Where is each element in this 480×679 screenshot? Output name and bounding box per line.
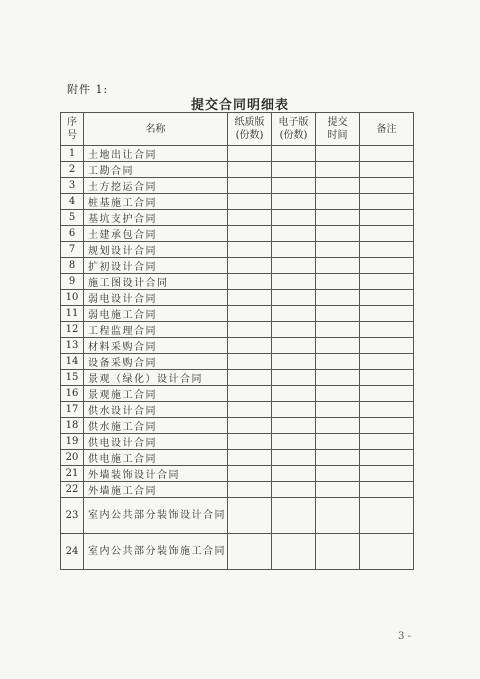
contract-name: 室内公共部分装饰设计合同 (84, 498, 228, 534)
electronic-cell (272, 290, 316, 306)
paper-cell (228, 162, 272, 178)
row-number: 16 (61, 386, 84, 402)
submit-time-cell (316, 306, 360, 322)
submit-time-cell (316, 290, 360, 306)
remarks-cell (360, 306, 414, 322)
contract-name: 土方挖运合同 (84, 178, 228, 194)
contract-table (60, 112, 414, 570)
electronic-cell (272, 322, 316, 338)
electronic-cell (272, 402, 316, 418)
remarks-cell (360, 146, 414, 162)
paper-cell (228, 178, 272, 194)
header-electronic: 电子版 (份数) (272, 113, 316, 146)
table-row (61, 418, 414, 434)
paper-cell (228, 274, 272, 290)
submit-time-cell (316, 162, 360, 178)
remarks-cell (360, 178, 414, 194)
submit-time-cell (316, 178, 360, 194)
table-row (61, 534, 414, 570)
electronic-cell (272, 258, 316, 274)
contract-name: 施工图设计合同 (84, 274, 228, 290)
electronic-cell (272, 534, 316, 570)
submit-time-cell (316, 274, 360, 290)
table-row (61, 146, 414, 162)
submit-time-cell (316, 534, 360, 570)
table-row (61, 402, 414, 418)
row-number: 14 (61, 354, 84, 370)
row-number: 10 (61, 290, 84, 306)
submit-time-cell (316, 482, 360, 498)
row-number: 19 (61, 434, 84, 450)
table-row (61, 370, 414, 386)
table-row (61, 162, 414, 178)
submit-time-cell (316, 386, 360, 402)
row-number: 2 (61, 162, 84, 178)
row-number: 1 (61, 146, 84, 162)
page-title: 提交合同明细表 (190, 98, 289, 113)
table-row (61, 194, 414, 210)
contract-name: 供电设计合同 (84, 434, 228, 450)
contract-name: 弱电施工合同 (84, 306, 228, 322)
table-row (61, 210, 414, 226)
paper-cell (228, 386, 272, 402)
submit-time-cell (316, 258, 360, 274)
row-number: 4 (61, 194, 84, 210)
table-row (61, 290, 414, 306)
table-row (61, 450, 414, 466)
table-row (61, 482, 414, 498)
electronic-cell (272, 338, 316, 354)
submit-time-cell (316, 434, 360, 450)
row-number: 21 (61, 466, 84, 482)
electronic-cell (272, 274, 316, 290)
remarks-cell (360, 402, 414, 418)
remarks-cell (360, 434, 414, 450)
paper-cell (228, 290, 272, 306)
electronic-cell (272, 162, 316, 178)
remarks-cell (360, 498, 414, 534)
row-number: 15 (61, 370, 84, 386)
paper-cell (228, 210, 272, 226)
contract-name: 供水设计合同 (84, 402, 228, 418)
contract-name: 供电施工合同 (84, 450, 228, 466)
paper-cell (228, 498, 272, 534)
contract-name: 基坑支护合同 (84, 210, 228, 226)
table-row (61, 258, 414, 274)
remarks-cell (360, 162, 414, 178)
contract-name: 设备采购合同 (84, 354, 228, 370)
paper-cell (228, 418, 272, 434)
page-number: 3 - (398, 631, 411, 642)
submit-time-cell (316, 498, 360, 534)
remarks-cell (360, 418, 414, 434)
submit-time-cell (316, 466, 360, 482)
paper-cell (228, 146, 272, 162)
paper-cell (228, 242, 272, 258)
electronic-cell (272, 370, 316, 386)
remarks-cell (360, 354, 414, 370)
remarks-cell (360, 290, 414, 306)
paper-cell (228, 402, 272, 418)
row-number: 8 (61, 258, 84, 274)
contract-name: 土地出让合同 (84, 146, 228, 162)
electronic-cell (272, 418, 316, 434)
submit-time-cell (316, 338, 360, 354)
contract-name: 规划设计合同 (84, 242, 228, 258)
row-number: 3 (61, 178, 84, 194)
remarks-cell (360, 534, 414, 570)
electronic-cell (272, 178, 316, 194)
electronic-cell (272, 242, 316, 258)
row-number: 17 (61, 402, 84, 418)
contract-name: 工勘合同 (84, 162, 228, 178)
row-number: 18 (61, 418, 84, 434)
electronic-cell (272, 498, 316, 534)
row-number: 20 (61, 450, 84, 466)
remarks-cell (360, 482, 414, 498)
electronic-cell (272, 482, 316, 498)
header-name: 名称 (84, 113, 228, 146)
header-remarks: 备注 (360, 113, 414, 146)
table-row (61, 306, 414, 322)
contract-name: 室内公共部分装饰施工合同 (84, 534, 228, 570)
submit-time-cell (316, 450, 360, 466)
row-number: 12 (61, 322, 84, 338)
paper-cell (228, 450, 272, 466)
electronic-cell (272, 450, 316, 466)
table-row (61, 498, 414, 534)
contract-name: 景观施工合同 (84, 386, 228, 402)
paper-cell (228, 322, 272, 338)
electronic-cell (272, 466, 316, 482)
table-row (61, 354, 414, 370)
table-header-row (61, 113, 414, 146)
remarks-cell (360, 274, 414, 290)
paper-cell (228, 370, 272, 386)
contract-name: 弱电设计合同 (84, 290, 228, 306)
row-number: 23 (61, 498, 84, 534)
electronic-cell (272, 354, 316, 370)
contract-name: 外墙施工合同 (84, 482, 228, 498)
submit-time-cell (316, 354, 360, 370)
submit-time-cell (316, 418, 360, 434)
paper-cell (228, 338, 272, 354)
contract-name: 景观（绿化）设计合同 (84, 370, 228, 386)
electronic-cell (272, 386, 316, 402)
submit-time-cell (316, 402, 360, 418)
remarks-cell (360, 242, 414, 258)
submit-time-cell (316, 226, 360, 242)
submit-time-cell (316, 146, 360, 162)
table-row (61, 242, 414, 258)
remarks-cell (360, 466, 414, 482)
submit-time-cell (316, 322, 360, 338)
row-number: 24 (61, 534, 84, 570)
electronic-cell (272, 210, 316, 226)
paper-cell (228, 258, 272, 274)
electronic-cell (272, 306, 316, 322)
row-number: 6 (61, 226, 84, 242)
table-row (61, 338, 414, 354)
submit-time-cell (316, 194, 360, 210)
attachment-label: 附件 1: (67, 83, 109, 96)
row-number: 9 (61, 274, 84, 290)
table-row (61, 178, 414, 194)
remarks-cell (360, 322, 414, 338)
table-row (61, 466, 414, 482)
header-paper: 纸质版 (份数) (228, 113, 272, 146)
remarks-cell (360, 386, 414, 402)
submit-time-cell (316, 210, 360, 226)
header-seq: 序 号 (61, 113, 84, 146)
remarks-cell (360, 258, 414, 274)
contract-name: 供水施工合同 (84, 418, 228, 434)
electronic-cell (272, 146, 316, 162)
table-row (61, 322, 414, 338)
contract-name: 工程监理合同 (84, 322, 228, 338)
table-row (61, 386, 414, 402)
contract-name: 桩基施工合同 (84, 194, 228, 210)
table-row (61, 226, 414, 242)
paper-cell (228, 434, 272, 450)
row-number: 7 (61, 242, 84, 258)
contract-name: 扩初设计合同 (84, 258, 228, 274)
remarks-cell (360, 210, 414, 226)
contract-name: 材料采购合同 (84, 338, 228, 354)
paper-cell (228, 534, 272, 570)
remarks-cell (360, 370, 414, 386)
row-number: 5 (61, 210, 84, 226)
row-number: 13 (61, 338, 84, 354)
remarks-cell (360, 450, 414, 466)
submit-time-cell (316, 370, 360, 386)
paper-cell (228, 226, 272, 242)
remarks-cell (360, 226, 414, 242)
contract-name: 外墙装饰设计合同 (84, 466, 228, 482)
paper-cell (228, 466, 272, 482)
remarks-cell (360, 194, 414, 210)
contract-name: 土建承包合同 (84, 226, 228, 242)
row-number: 22 (61, 482, 84, 498)
submit-time-cell (316, 242, 360, 258)
paper-cell (228, 194, 272, 210)
paper-cell (228, 306, 272, 322)
paper-cell (228, 482, 272, 498)
table-row (61, 434, 414, 450)
paper-cell (228, 354, 272, 370)
table-row (61, 274, 414, 290)
electronic-cell (272, 434, 316, 450)
row-number: 11 (61, 306, 84, 322)
remarks-cell (360, 338, 414, 354)
electronic-cell (272, 226, 316, 242)
electronic-cell (272, 194, 316, 210)
header-submit-time: 提交 时间 (316, 113, 360, 146)
